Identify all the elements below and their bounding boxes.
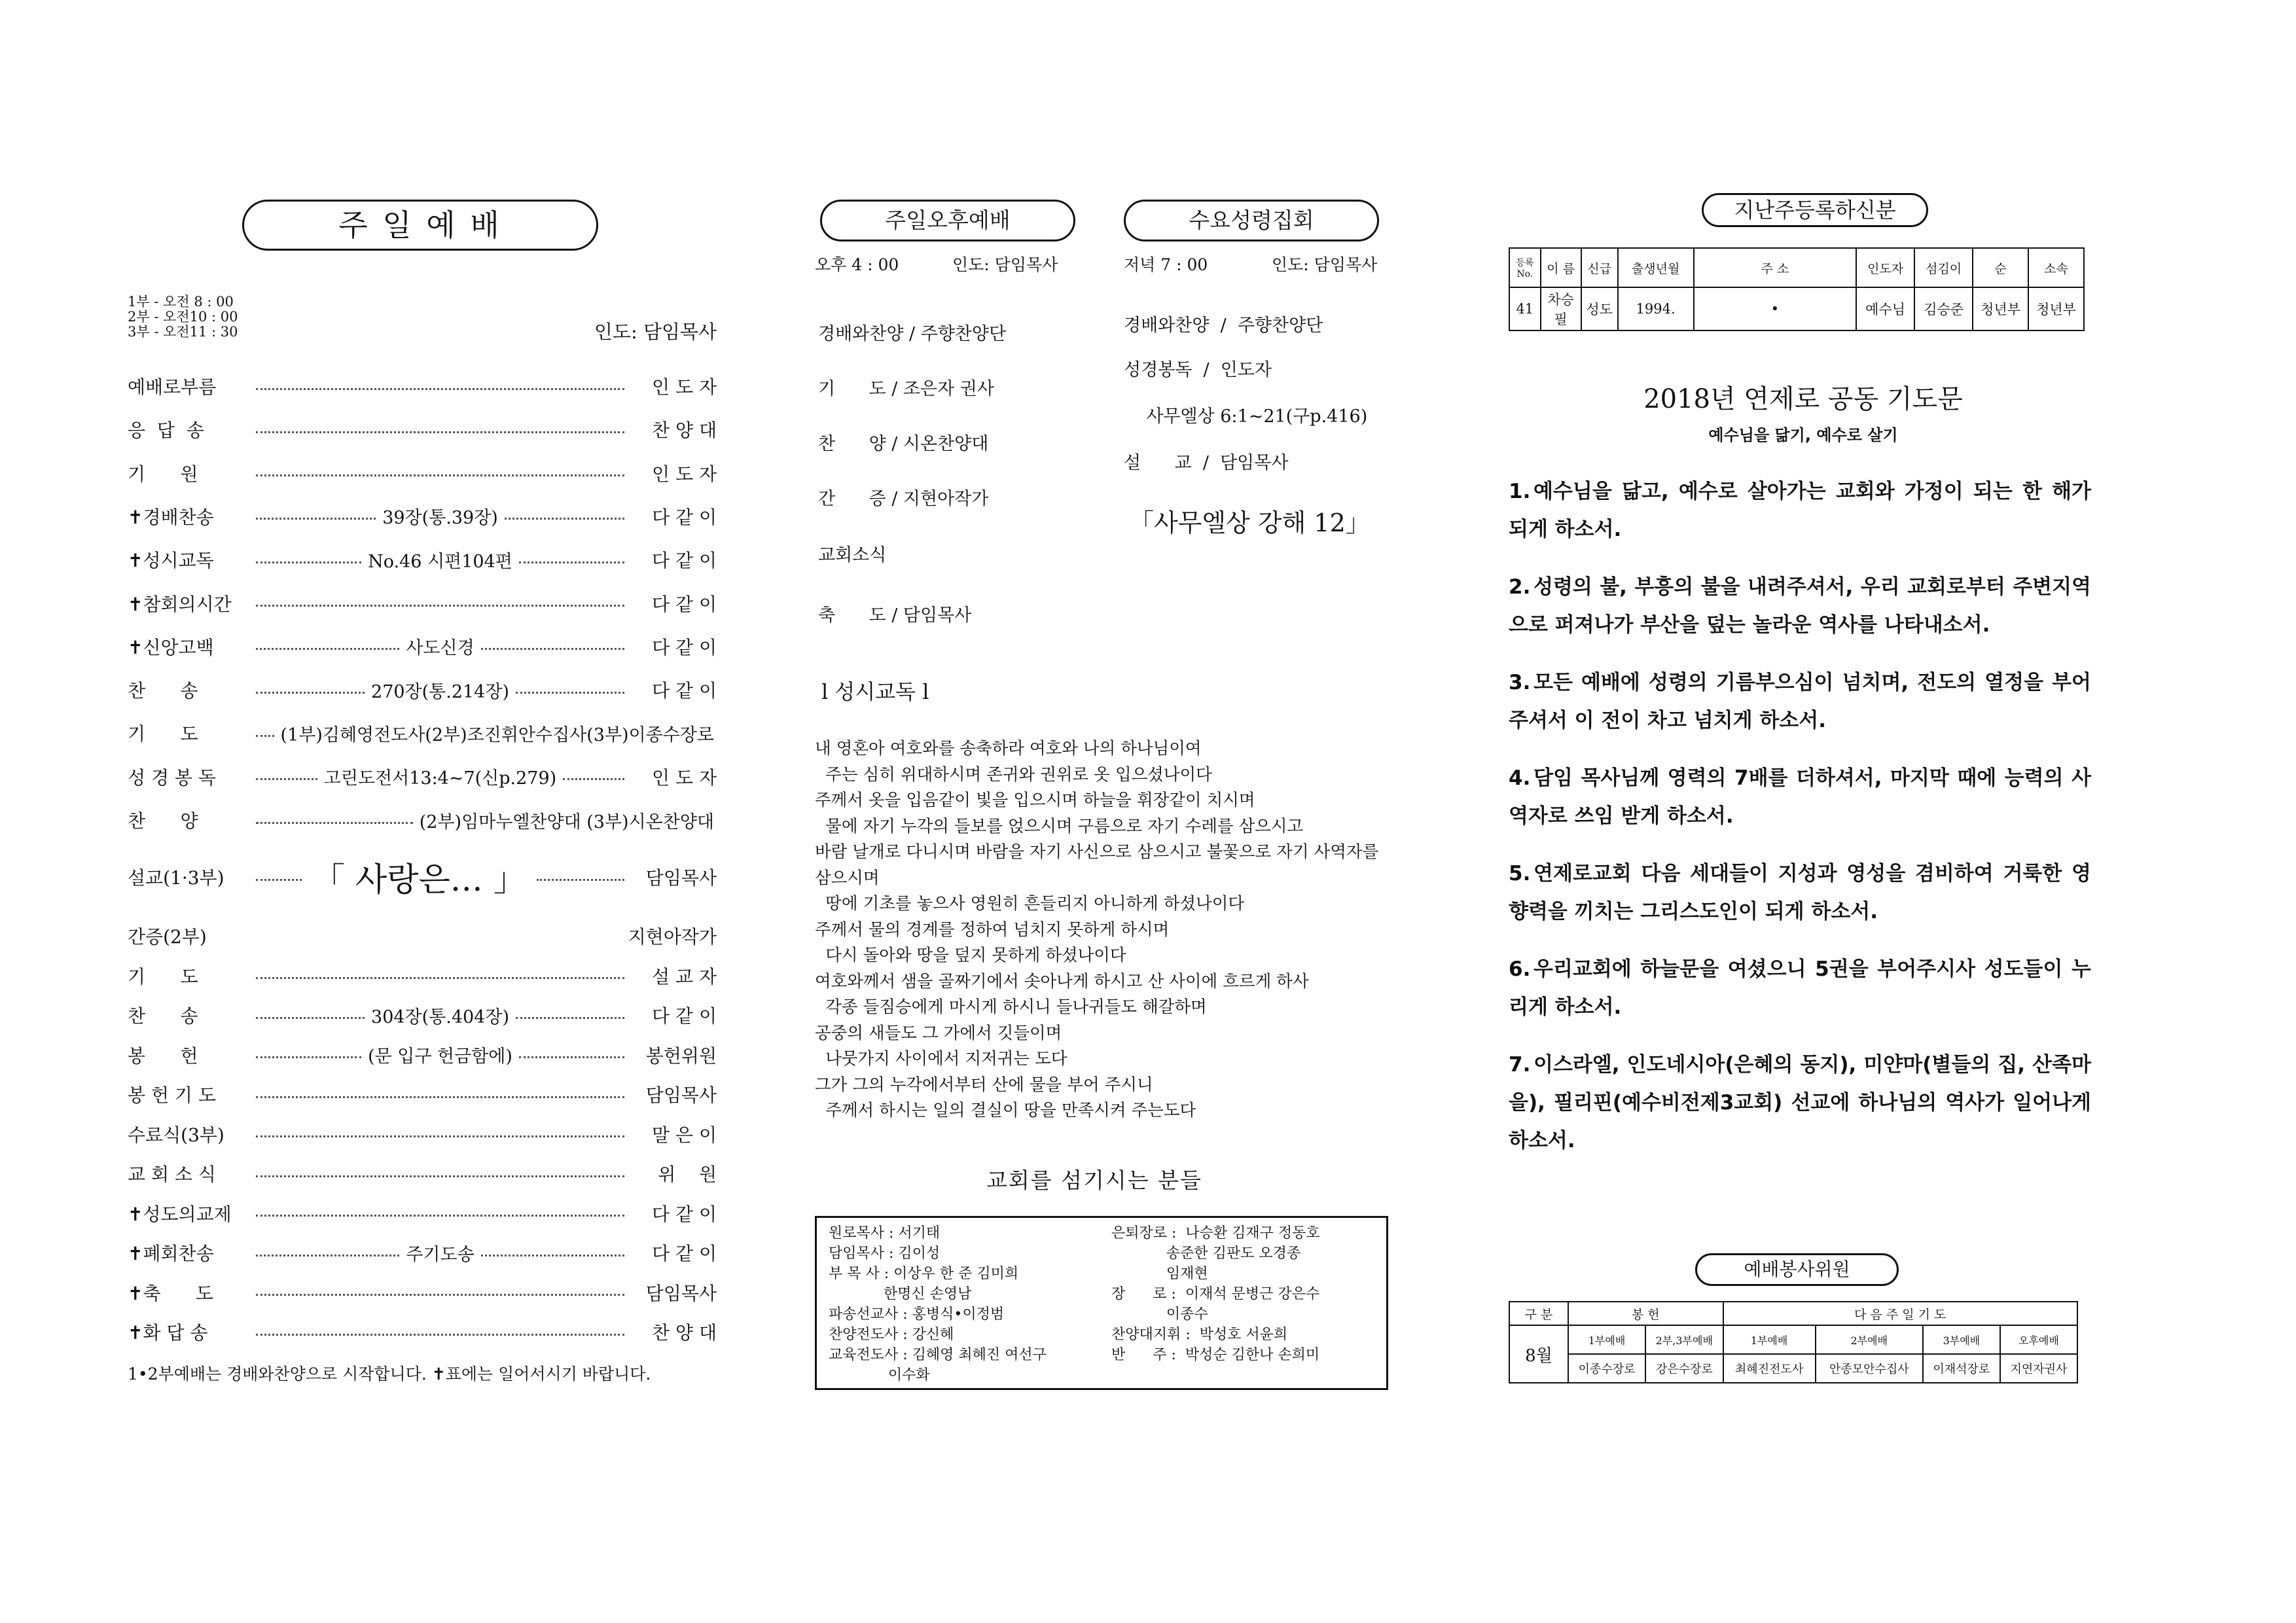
prayer-number: 2. <box>1509 575 1531 599</box>
prayer-text: 담임 목사님께 영력의 7배를 더하셔서, 마지막 때에 능력의 사역자로 쓰임 받게 하소서. <box>1509 766 2091 828</box>
order-person: 찬 양 대 <box>652 419 717 442</box>
order-label: 수료식(3부) <box>128 1124 224 1146</box>
registration-cell: 1994. <box>1618 287 1694 330</box>
order-row <box>128 1233 717 1272</box>
order-label: 간증(2부) <box>128 926 207 948</box>
order-label: ✝폐회찬송 <box>128 1243 214 1264</box>
order-row <box>128 627 717 666</box>
leader-dots <box>519 562 624 563</box>
servants-name: 최혜진전도사 <box>1723 1354 1816 1383</box>
order-label: 응 답 송 <box>128 419 204 442</box>
afternoon-item: 간 증 / 지현아작가 <box>818 489 989 509</box>
psalm-line: 주는 심히 위대하시며 존귀와 권위로 옷 입으셨나이다 <box>815 764 1212 785</box>
leader-dots <box>256 1215 624 1217</box>
servants-month: 8월 <box>1509 1325 1568 1383</box>
staff-entry: 한명신 손영남 <box>829 1286 972 1302</box>
registration-header: 순 <box>1973 248 2028 287</box>
prayer-text: 이스라엘, 인도네시아(은혜의 동지), 미얀마(별들의 집, 산족마을), 필리핀(예수비전제3교회) 선교에 하나님의 역사가 일어나게 하소서. <box>1509 1053 2091 1152</box>
order-row <box>128 670 717 709</box>
service-times: 1부 - 오전 8 : 00 2부 - 오전10 : 00 3부 - 오전11 : 30 <box>128 294 238 340</box>
staff-heading: 교회를 섬기시는 분들 <box>986 1168 1202 1193</box>
staff-right-list <box>1111 1223 1320 1365</box>
leader-dots <box>516 692 624 694</box>
registration-header: 출생년월 <box>1618 248 1694 287</box>
order-label: ✝참회의시간 <box>128 593 232 615</box>
sermon-preacher: 담임목사 <box>645 867 717 889</box>
staff-entry: 교육전도사 : 김혜영 최혜진 여선구 <box>829 1347 1047 1363</box>
registration-cell: 청년부 <box>2028 287 2084 330</box>
leader-dots <box>256 474 624 476</box>
prayer-text: 모든 예배에 성령의 기름부으심이 넘치며, 전도의 열정을 부어주셔서 이 전이 차고 넘치게 하소서. <box>1509 671 2091 732</box>
order-label: 찬 양 <box>128 810 198 832</box>
registration-header: 주 소 <box>1694 248 1856 287</box>
order-person: 설 교 자 <box>652 965 717 988</box>
registration-header: 소속 <box>2028 248 2084 287</box>
order-label: 교 회 소 식 <box>128 1164 216 1185</box>
order-row <box>128 956 717 995</box>
leader-dots <box>256 1096 624 1098</box>
prayer-text: 예수님을 닮고, 예수로 살아가는 교회와 가정이 되는 한 해가 되게 하소서. <box>1509 480 2091 541</box>
sunday-service-title: 주 일 예 배 <box>242 200 598 251</box>
order-person: 다 같 이 <box>652 636 717 658</box>
order-person: 다 같 이 <box>652 593 717 615</box>
leader-dots <box>256 1017 365 1019</box>
staff-entry: 임재현 <box>1111 1266 1208 1282</box>
psalm-line: 땅에 기초를 놓으사 영원히 흔들리지 아니하게 하셨나이다 <box>815 894 1245 914</box>
order-person: 인 도 자 <box>652 463 717 485</box>
wednesday-item: 설 교 / 담임목사 <box>1124 453 1289 473</box>
registration-cell: 청년부 <box>1973 287 2028 330</box>
staff-entry: 담임목사 : 김이성 <box>829 1245 941 1262</box>
order-person: 다 같 이 <box>652 680 717 702</box>
leader-dots <box>256 518 376 520</box>
psalm-line: 주께서 옷을 입음같이 빛을 입으시며 하늘을 휘장같이 치시며 <box>815 791 1255 810</box>
registration-cell: 김승준 <box>1914 287 1973 330</box>
leader-dots <box>256 778 317 780</box>
order-label: 기 도 <box>128 965 198 988</box>
order-row <box>128 713 717 753</box>
footnote: 1•2부예배는 경배와찬양으로 시작합니다. ✝표에는 일어서시기 바랍니다. <box>128 1364 651 1383</box>
leader-dots <box>256 692 365 694</box>
order-person: 인 도 자 <box>652 376 717 398</box>
staff-left-list <box>829 1223 1047 1385</box>
order-person: 다 같 이 <box>652 1005 717 1027</box>
afternoon-item: 경배와찬양 / 주향찬양단 <box>818 324 1007 344</box>
order-row <box>128 410 717 449</box>
order-row <box>128 1035 717 1075</box>
order-detail: 고린도전서13:4~7(신p.279) <box>323 768 557 789</box>
leader-dots <box>256 977 624 979</box>
header-next-prayer: 다 음 주 일 기 도 <box>1723 1302 2077 1325</box>
servants-name: 이재석장로 <box>1923 1354 2000 1383</box>
leader-dots <box>256 1135 624 1137</box>
order-person: 봉헌위원 <box>645 1044 717 1067</box>
order-label: 봉 헌 기 도 <box>128 1084 216 1106</box>
order-person: 위 원 <box>658 1164 717 1185</box>
psalm-line: 물에 자기 누각의 들보를 얹으시며 구름으로 자기 수레를 삼으시고 <box>815 816 1304 836</box>
servants-subheader: 1부예배 <box>1723 1325 1816 1354</box>
psalm-line: 다시 돌아와 땅을 덮지 못하게 하셨나이다 <box>815 946 1126 965</box>
prayer-text: 우리교회에 하늘문을 여셨으니 5권을 부어주시사 성도들이 누리게 하소서. <box>1509 957 2091 1019</box>
afternoon-item: 찬 양 / 시온찬양대 <box>818 434 989 454</box>
wednesday-item: 사무엘상 6:1~21(구p.416) <box>1124 406 1368 427</box>
staff-entry: 장 로 : 이재석 문병근 강은수 <box>1111 1286 1320 1302</box>
prayer-subtitle: 예수님을 닮기, 예수로 살기 <box>1708 426 1898 444</box>
leader-dots <box>256 388 624 390</box>
leader-dots <box>256 605 624 607</box>
order-row <box>128 995 717 1035</box>
prayer-number: 4. <box>1509 766 1531 790</box>
order-person: 담임목사 <box>645 1084 717 1106</box>
registration-cell: 차승필 <box>1541 287 1581 330</box>
leader-dots <box>256 822 413 824</box>
staff-entry: 부 목 사 : 이상우 한 준 김미희 <box>829 1266 1019 1282</box>
prayer-text: 연제로교회 다음 세대들이 지성과 영성을 겸비하여 거룩한 영향력을 끼치는 그리스도인이 되게 하소서. <box>1509 862 2091 923</box>
staff-entry: 반 주 : 박성순 김한나 손희미 <box>1111 1347 1320 1363</box>
order-person: 인 도 자 <box>652 766 717 789</box>
servants-title: 예배봉사위원 <box>1695 1253 1899 1286</box>
psalm-line: 삼으시며 <box>815 868 880 888</box>
order-person: 말 은 이 <box>652 1124 717 1146</box>
order-label: 성 경 봉 독 <box>128 766 216 789</box>
leader-dots <box>256 1334 624 1336</box>
prayer-title: 2018년 연제로 공동 기도문 <box>1643 384 1963 414</box>
servants-name: 이종수장로 <box>1568 1354 1645 1383</box>
prayer-item <box>1509 568 2091 644</box>
order-detail: 304장(통.404장) <box>371 1007 509 1027</box>
order-label: ✝축 도 <box>128 1282 213 1304</box>
leader-dots <box>563 778 624 780</box>
registration-header: 이 름 <box>1541 248 1581 287</box>
leader-dots <box>505 518 624 520</box>
order-label: 기 원 <box>128 463 198 485</box>
leader-dots <box>481 1255 624 1257</box>
order-detail: (1부)김혜영전도사(2부)조진휘안수집사(3부)이종수장로 <box>280 724 714 745</box>
servants-subheader: 오후예배 <box>2000 1325 2077 1354</box>
wednesday-service-title: 수요성령집회 <box>1124 200 1379 241</box>
staff-entry: 찬양전도사 : 강신혜 <box>829 1327 954 1343</box>
psalm-line: 그가 그의 누각에서부터 산에 물을 부어 주시니 <box>815 1075 1153 1095</box>
psalm-reading <box>815 736 1424 1124</box>
servants-table <box>1509 1301 2078 1383</box>
staff-entry: 찬양대지휘 : 박성호 서윤희 <box>1111 1327 1288 1343</box>
prayer-item <box>1509 950 2091 1026</box>
sermon-label: 설교(1·3부) <box>128 867 224 889</box>
order-detail: 39장(통.39장) <box>382 508 498 529</box>
staff-entry: 파송선교사 : 홍병식•이정범 <box>829 1306 1005 1323</box>
psalm-line: 내 영혼아 여호와를 송축하라 여호와 나의 하나님이여 <box>815 739 1202 758</box>
registration-title: 지난주등록하신분 <box>1702 193 1928 227</box>
psalm-line: 바람 날개로 다니시며 바람을 자기 사신으로 삼으시고 불꽃으로 자기 사역자를 <box>815 842 1379 862</box>
afternoon-item: 축 도 / 담임목사 <box>818 605 972 626</box>
psalm-line: 각종 들짐승에게 마시게 하시니 들나귀들도 해갈하며 <box>815 997 1207 1017</box>
order-row <box>128 757 717 796</box>
servants-name: 지연자권사 <box>2000 1354 2077 1383</box>
prayer-item <box>1509 1046 2091 1160</box>
registration-table <box>1509 247 2085 331</box>
registration-cell: 예수님 <box>1856 287 1914 330</box>
order-detail: (2부)임마누엘찬양대 (3부)시온찬양대 <box>419 812 714 832</box>
afternoon-time: 오후 4 : 00 <box>815 255 899 274</box>
order-person: 찬 양 대 <box>652 1322 717 1344</box>
order-detail: 사도신경 <box>406 638 475 659</box>
prayer-text: 성령의 불, 부흥의 불을 내려주셔서, 우리 교회로부터 주변지역으로 퍼져나가 부산을 덮는 놀라운 역사를 나타내소서. <box>1509 575 2091 637</box>
registration-cell: • <box>1694 287 1856 330</box>
order-label: 예배로부름 <box>128 376 217 398</box>
header-gubun: 구 분 <box>1509 1302 1568 1325</box>
leader-dots <box>256 1294 624 1296</box>
leader-dots <box>256 1255 399 1257</box>
order-row <box>128 1194 717 1233</box>
order-row <box>128 584 717 623</box>
sermon-title: 「 사랑은… 」 <box>312 861 526 899</box>
registration-cell: 41 <box>1509 287 1541 330</box>
afternoon-item: 기 도 / 조은자 권사 <box>818 379 994 399</box>
order-label: 찬 송 <box>128 1005 198 1027</box>
prayer-number: 1. <box>1509 480 1531 503</box>
wednesday-sermon-title: 「사무엘상 강해 12」 <box>1129 508 1371 537</box>
order-detail: No.46 시편104편 <box>368 551 512 572</box>
order-person: 담임목사 <box>645 1282 717 1304</box>
psalm-line: 공중의 새들도 그 가에서 깃들이며 <box>815 1023 1062 1043</box>
staff-entry: 송준한 김판도 오경종 <box>1111 1245 1301 1262</box>
order-row <box>128 1075 717 1114</box>
order-row <box>128 454 717 493</box>
leader-dots <box>256 431 624 433</box>
leader-dots <box>481 648 624 650</box>
registration-cell: 성도 <box>1581 287 1618 330</box>
psalm-line: 여호와께서 샘을 골짜기에서 솟아나게 하시고 산 사이에 흐르게 하사 <box>815 971 1309 991</box>
leader-dots <box>516 1017 624 1019</box>
order-row <box>128 1273 717 1312</box>
afternoon-leader: 인도: 담임목사 <box>952 255 1058 274</box>
servants-subheader: 2부예배 <box>1816 1325 1923 1354</box>
wednesday-item: 경배와찬양 / 주향찬양단 <box>1124 315 1323 336</box>
order-person: 지현아작가 <box>628 926 717 948</box>
servants-subheader: 3부예배 <box>1923 1325 2000 1354</box>
order-row <box>128 497 717 536</box>
order-detail: 270장(통.214장) <box>371 681 509 702</box>
staff-entry: 이수화 <box>829 1367 930 1383</box>
staff-entry: 이종수 <box>1111 1306 1208 1323</box>
wednesday-item: 성경봉독 / 인도자 <box>1124 360 1272 380</box>
order-label: ✝성시교독 <box>128 550 214 572</box>
servants-name: 안종모안수집사 <box>1816 1354 1923 1383</box>
prayer-item <box>1509 855 2091 931</box>
order-person: 다 같 이 <box>652 1243 717 1264</box>
registration-header: 등록No. <box>1509 248 1541 287</box>
leader-dots <box>256 562 361 563</box>
order-row <box>128 1312 717 1351</box>
prayer-number: 5. <box>1509 862 1531 885</box>
order-label: 찬 송 <box>128 680 198 702</box>
prayer-number: 7. <box>1509 1053 1531 1077</box>
sermon-row <box>128 851 717 903</box>
registration-header: 섬김이 <box>1914 248 1973 287</box>
prayer-item <box>1509 759 2091 835</box>
order-label: ✝성도의교제 <box>128 1203 232 1225</box>
leader-dots <box>256 1056 361 1058</box>
servants-name: 강은수장로 <box>1645 1354 1723 1383</box>
staff-box <box>815 1216 1388 1390</box>
service-leader: 인도: 담임목사 <box>594 321 717 343</box>
staff-entry: 원로목사 : 서기태 <box>829 1225 941 1241</box>
order-person: 다 같 이 <box>652 550 717 572</box>
afternoon-service-title: 주일오후예배 <box>820 200 1075 241</box>
servants-subheader: 2부,3부예배 <box>1645 1325 1723 1354</box>
leader-dots <box>256 1175 624 1177</box>
leader-dots <box>537 879 624 881</box>
order-label: 봉 헌 <box>128 1044 198 1067</box>
wednesday-leader: 인도: 담임목사 <box>1272 255 1378 274</box>
psalm-line: 나뭇가지 사이에서 지저귀는 도다 <box>815 1049 1067 1069</box>
leader-dots <box>519 1056 624 1058</box>
psalm-line: 주께서 물의 경계를 정하여 넘치지 못하게 하시며 <box>815 919 1170 940</box>
prayer-item <box>1509 473 2091 548</box>
order-row <box>128 916 717 955</box>
prayer-number: 3. <box>1509 671 1531 694</box>
registration-header: 신급 <box>1581 248 1618 287</box>
leader-dots <box>256 735 274 737</box>
leader-dots <box>256 648 399 650</box>
prayer-item <box>1509 664 2091 740</box>
order-row <box>128 800 717 840</box>
leader-dots <box>256 879 302 881</box>
order-detail: (문 입구 헌금함에) <box>368 1046 512 1067</box>
staff-entry: 은퇴장로 : 나승환 김재구 정동호 <box>1111 1225 1320 1241</box>
order-person: 다 같 이 <box>652 506 717 528</box>
order-row <box>128 1115 717 1154</box>
order-row <box>128 366 717 406</box>
order-row <box>128 1154 717 1193</box>
order-label: ✝화 답 송 <box>128 1322 208 1344</box>
order-detail: 주기도송 <box>406 1244 475 1265</box>
prayer-list <box>1509 473 2091 1179</box>
wednesday-time: 저녁 7 : 00 <box>1124 255 1208 274</box>
order-row <box>128 540 717 579</box>
psalm-line: 주께서 하시는 일의 결실이 땅을 만족시켜 주는도다 <box>815 1101 1196 1120</box>
order-person: 다 같 이 <box>652 1203 717 1225</box>
header-offering: 봉 헌 <box>1568 1302 1723 1325</box>
order-label: 기 도 <box>128 723 198 745</box>
afternoon-item: 교회소식 <box>818 545 887 565</box>
order-label: ✝경배찬송 <box>128 506 214 528</box>
servants-subheader: 1부예배 <box>1568 1325 1645 1354</box>
order-label: ✝신앙고백 <box>128 636 214 658</box>
registration-header: 인도자 <box>1856 248 1914 287</box>
prayer-number: 6. <box>1509 957 1531 981</box>
psalm-heading: l 성시교독 l <box>821 679 929 704</box>
